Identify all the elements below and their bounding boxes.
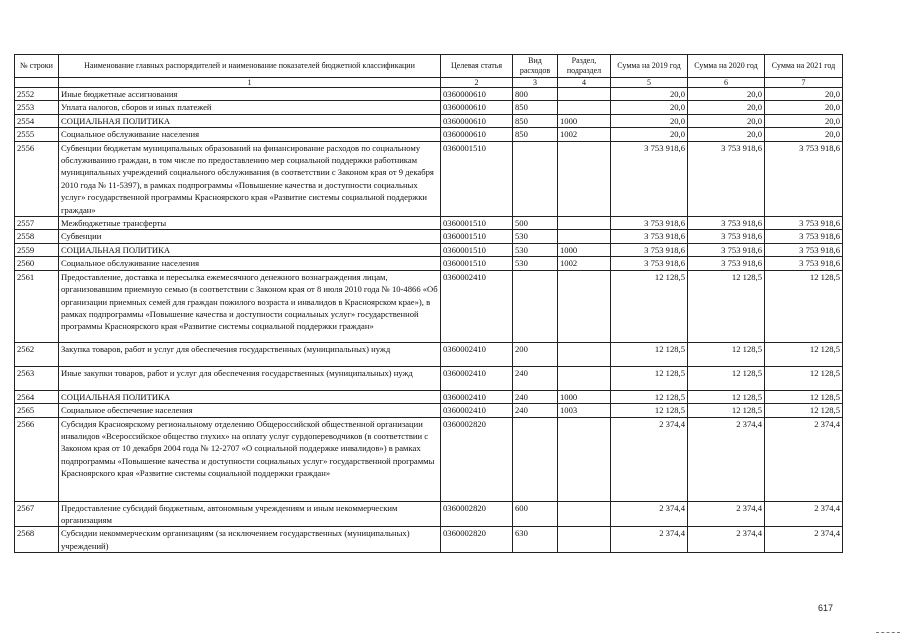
row-sum-2020: 12 128,5 <box>688 342 765 366</box>
row-section <box>558 270 611 342</box>
row-expense-type <box>513 141 558 216</box>
row-name: СОЦИАЛЬНАЯ ПОЛИТИКА <box>59 390 441 403</box>
row-sum-2020: 3 753 918,6 <box>688 257 765 270</box>
row-target-article: 0360002410 <box>441 404 513 417</box>
row-sum-2020: 20,0 <box>688 128 765 141</box>
row-sum-2021: 12 128,5 <box>765 390 843 403</box>
row-sum-2021: 12 128,5 <box>765 366 843 390</box>
row-target-article: 0360000610 <box>441 88 513 101</box>
table-row <box>15 101 843 114</box>
row-sum-2020: 3 753 918,6 <box>688 217 765 230</box>
row-name: Социальное обслуживание населения <box>59 257 441 270</box>
row-target-article: 0360002410 <box>441 366 513 390</box>
row-number: 2553 <box>15 101 59 114</box>
row-section <box>558 342 611 366</box>
header-number: 6 <box>688 78 765 88</box>
table-row <box>15 114 843 127</box>
row-target-article: 0360001510 <box>441 257 513 270</box>
header-number <box>15 78 59 88</box>
row-sum-2019: 3 753 918,6 <box>611 141 688 216</box>
row-name: СОЦИАЛЬНАЯ ПОЛИТИКА <box>59 243 441 256</box>
row-target-article: 0360001510 <box>441 230 513 243</box>
row-sum-2021: 3 753 918,6 <box>765 243 843 256</box>
row-sum-2019: 12 128,5 <box>611 390 688 403</box>
row-expense-type: 850 <box>513 101 558 114</box>
row-expense-type: 850 <box>513 114 558 127</box>
row-number: 2562 <box>15 342 59 366</box>
row-expense-type: 500 <box>513 217 558 230</box>
row-sum-2019: 3 753 918,6 <box>611 230 688 243</box>
table-row <box>15 230 843 243</box>
table-row <box>15 257 843 270</box>
row-sum-2021: 12 128,5 <box>765 270 843 342</box>
row-target-article: 0360000610 <box>441 101 513 114</box>
row-target-article: 0360002820 <box>441 527 513 553</box>
row-number: 2564 <box>15 390 59 403</box>
table-row <box>15 527 843 553</box>
row-number: 2554 <box>15 114 59 127</box>
row-name: Предоставление субсидий бюджетным, автономным учреждениям и иным некоммерческим организациям <box>59 501 441 527</box>
header-section: Раздел, подраздел <box>558 55 611 78</box>
header-sum-2020: Сумма на 2020 год <box>688 55 765 78</box>
row-number: 2556 <box>15 141 59 216</box>
table-row <box>15 141 843 216</box>
table-row <box>15 128 843 141</box>
row-section <box>558 230 611 243</box>
row-expense-type: 200 <box>513 342 558 366</box>
row-target-article: 0360000610 <box>441 114 513 127</box>
row-sum-2019: 12 128,5 <box>611 270 688 342</box>
row-number: 2560 <box>15 257 59 270</box>
row-sum-2021: 3 753 918,6 <box>765 217 843 230</box>
row-target-article: 0360002820 <box>441 501 513 527</box>
row-number: 2563 <box>15 366 59 390</box>
row-number: 2559 <box>15 243 59 256</box>
budget-table <box>14 54 843 553</box>
row-sum-2020: 20,0 <box>688 114 765 127</box>
row-target-article: 0360002410 <box>441 270 513 342</box>
row-sum-2021: 3 753 918,6 <box>765 230 843 243</box>
row-number: 2567 <box>15 501 59 527</box>
row-expense-type: 240 <box>513 390 558 403</box>
header-expense-type: Вид расходов <box>513 55 558 78</box>
row-name: Субвенции бюджетам муниципальных образований на финансирование расходов по социальному обслуживанию граждан, в том числе по предоставлению мер социальной поддержки работникам муниципальных учреждений социального обслуживания (в соответствии с Законом края от 9 декабря 2010 года № 11-5397), в рамках подпрограммы «Повышение качества и доступности социальных услуг» государственной программы Красноярского края «Развитие системы социальной поддержки граждан» <box>59 141 441 216</box>
row-sum-2021: 12 128,5 <box>765 404 843 417</box>
row-sum-2019: 20,0 <box>611 114 688 127</box>
row-section <box>558 217 611 230</box>
row-sum-2020: 12 128,5 <box>688 366 765 390</box>
row-section <box>558 527 611 553</box>
row-expense-type: 530 <box>513 230 558 243</box>
row-sum-2021: 3 753 918,6 <box>765 257 843 270</box>
row-expense-type: 530 <box>513 257 558 270</box>
header-name: Наименование главных распорядителей и наименование показателей бюджетной классификации <box>59 55 441 78</box>
scan-artifact <box>876 632 900 634</box>
row-number: 2558 <box>15 230 59 243</box>
row-target-article: 0360002410 <box>441 342 513 366</box>
header-row-number: № строки <box>15 55 59 78</box>
row-number: 2555 <box>15 128 59 141</box>
header-number: 4 <box>558 78 611 88</box>
row-expense-type: 530 <box>513 243 558 256</box>
row-sum-2020: 12 128,5 <box>688 404 765 417</box>
row-target-article: 0360000610 <box>441 128 513 141</box>
row-section <box>558 417 611 501</box>
row-name: Социальное обслуживание населения <box>59 128 441 141</box>
row-sum-2021: 12 128,5 <box>765 342 843 366</box>
row-name: Социальное обеспечение населения <box>59 404 441 417</box>
row-section <box>558 101 611 114</box>
row-target-article: 0360001510 <box>441 141 513 216</box>
row-sum-2019: 2 374,4 <box>611 501 688 527</box>
row-sum-2019: 2 374,4 <box>611 417 688 501</box>
table-row <box>15 417 843 501</box>
table-row <box>15 243 843 256</box>
row-section <box>558 88 611 101</box>
table-row <box>15 217 843 230</box>
header-number: 1 <box>59 78 441 88</box>
row-sum-2021: 20,0 <box>765 101 843 114</box>
row-name: Иные закупки товаров, работ и услуг для обеспечения государственных (муниципальных) нужд <box>59 366 441 390</box>
row-section <box>558 501 611 527</box>
row-section <box>558 141 611 216</box>
row-expense-type <box>513 417 558 501</box>
row-number: 2561 <box>15 270 59 342</box>
header-number-row <box>15 78 843 88</box>
table-body <box>15 88 843 553</box>
row-expense-type: 240 <box>513 404 558 417</box>
row-target-article: 0360002820 <box>441 417 513 501</box>
row-expense-type: 850 <box>513 128 558 141</box>
row-number: 2568 <box>15 527 59 553</box>
row-name: Предоставление, доставка и пересылка ежемесячного денежного вознаграждения лицам, организовавшим приемную семью (в соответствии с Законом края от 8 июля 2010 года № 10-4866 «Об организации приемных семей для граждан пожилого возраста и инвалидов в Красноярском крае»), в рамках подпрограммы «Повышение качества и доступности социальных услуг» государственной программы Красноярского края «Развитие системы социальной поддержки граждан» <box>59 270 441 342</box>
table-row <box>15 404 843 417</box>
header-number: 7 <box>765 78 843 88</box>
row-sum-2020: 2 374,4 <box>688 527 765 553</box>
row-sum-2019: 12 128,5 <box>611 342 688 366</box>
header-number: 3 <box>513 78 558 88</box>
row-sum-2021: 20,0 <box>765 128 843 141</box>
row-name: Межбюджетные трансферты <box>59 217 441 230</box>
row-target-article: 0360002410 <box>441 390 513 403</box>
row-sum-2019: 3 753 918,6 <box>611 243 688 256</box>
row-sum-2020: 3 753 918,6 <box>688 243 765 256</box>
row-sum-2019: 20,0 <box>611 101 688 114</box>
table-row <box>15 342 843 366</box>
row-section: 1000 <box>558 390 611 403</box>
row-number: 2565 <box>15 404 59 417</box>
row-sum-2019: 20,0 <box>611 88 688 101</box>
row-expense-type: 800 <box>513 88 558 101</box>
row-sum-2019: 20,0 <box>611 128 688 141</box>
table-row <box>15 366 843 390</box>
row-sum-2021: 2 374,4 <box>765 527 843 553</box>
table-row <box>15 501 843 527</box>
header-row <box>15 55 843 78</box>
table-row <box>15 88 843 101</box>
row-name: Субвенции <box>59 230 441 243</box>
row-number: 2566 <box>15 417 59 501</box>
row-sum-2020: 3 753 918,6 <box>688 230 765 243</box>
header-sum-2021: Сумма на 2021 год <box>765 55 843 78</box>
row-target-article: 0360001510 <box>441 217 513 230</box>
row-sum-2021: 20,0 <box>765 88 843 101</box>
row-sum-2021: 2 374,4 <box>765 417 843 501</box>
row-number: 2557 <box>15 217 59 230</box>
row-section <box>558 366 611 390</box>
row-sum-2019: 3 753 918,6 <box>611 217 688 230</box>
row-sum-2019: 2 374,4 <box>611 527 688 553</box>
table-row <box>15 390 843 403</box>
header-number: 2 <box>441 78 513 88</box>
row-expense-type: 600 <box>513 501 558 527</box>
row-sum-2019: 3 753 918,6 <box>611 257 688 270</box>
row-name: СОЦИАЛЬНАЯ ПОЛИТИКА <box>59 114 441 127</box>
page-number: 617 <box>818 603 834 613</box>
row-sum-2019: 12 128,5 <box>611 404 688 417</box>
row-expense-type <box>513 270 558 342</box>
row-sum-2020: 12 128,5 <box>688 270 765 342</box>
row-sum-2021: 2 374,4 <box>765 501 843 527</box>
row-section: 1003 <box>558 404 611 417</box>
header-sum-2019: Сумма на 2019 год <box>611 55 688 78</box>
row-sum-2020: 20,0 <box>688 88 765 101</box>
row-name: Субсидии некоммерческим организациям (за исключением государственных (муниципальных) учреждений) <box>59 527 441 553</box>
row-expense-type: 240 <box>513 366 558 390</box>
row-sum-2019: 12 128,5 <box>611 366 688 390</box>
row-name: Закупка товаров, работ и услуг для обеспечения государственных (муниципальных) нужд <box>59 342 441 366</box>
row-section: 1002 <box>558 128 611 141</box>
row-name: Уплата налогов, сборов и иных платежей <box>59 101 441 114</box>
table-row <box>15 270 843 342</box>
row-sum-2020: 2 374,4 <box>688 501 765 527</box>
row-sum-2020: 3 753 918,6 <box>688 141 765 216</box>
row-name: Иные бюджетные ассигнования <box>59 88 441 101</box>
row-sum-2020: 12 128,5 <box>688 390 765 403</box>
row-section: 1000 <box>558 114 611 127</box>
row-target-article: 0360001510 <box>441 243 513 256</box>
row-name: Субсидия Красноярскому региональному отделению Общероссийской общественной организации инвалидов «Всероссийское общество глухих» на оплату услуг сурдопереводчиков (в соответствии с Законом края от 10 декабря 2004 года № 12-2707 «О социальной поддержке инвалидов») в рамках подпрограммы «Повышение качества и доступности социальных услуг» государственной программы Красноярского края «Развитие системы социальной поддержки граждан» <box>59 417 441 501</box>
row-sum-2020: 2 374,4 <box>688 417 765 501</box>
row-number: 2552 <box>15 88 59 101</box>
row-section: 1000 <box>558 243 611 256</box>
row-sum-2021: 20,0 <box>765 114 843 127</box>
row-expense-type: 630 <box>513 527 558 553</box>
row-sum-2021: 3 753 918,6 <box>765 141 843 216</box>
header-target-article: Целевая статья <box>441 55 513 78</box>
header-number: 5 <box>611 78 688 88</box>
row-section: 1002 <box>558 257 611 270</box>
row-sum-2020: 20,0 <box>688 101 765 114</box>
